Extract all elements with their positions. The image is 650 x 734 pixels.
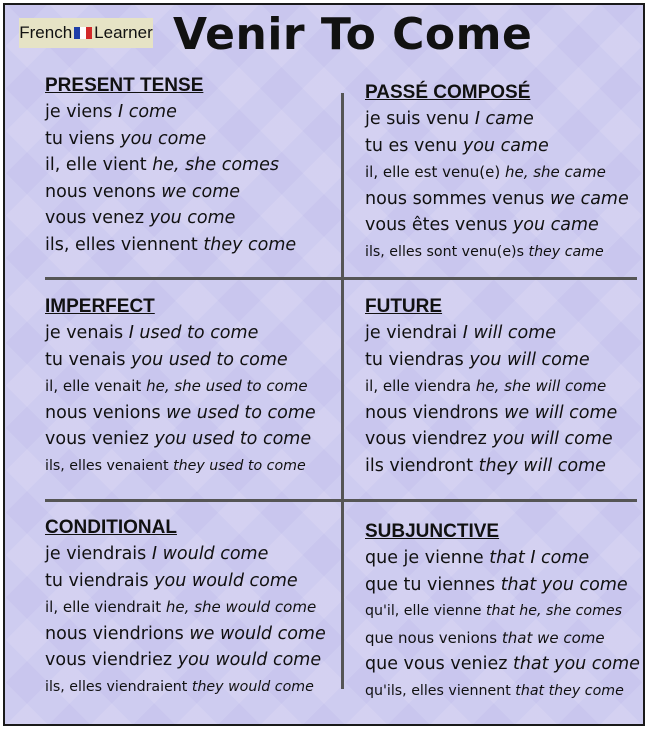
conjugation-row	[365, 453, 617, 480]
english-translation: they used to come	[173, 457, 306, 474]
french-form: nous venons	[45, 181, 156, 202]
english-translation: you came	[512, 215, 599, 236]
english-translation: you will come	[469, 349, 590, 370]
conjugation-row	[365, 426, 617, 453]
english-translation: that you come	[512, 654, 640, 675]
conjugation-row	[365, 106, 629, 133]
french-form: nous venions	[45, 402, 161, 423]
french-flag-icon	[74, 27, 92, 39]
french-form: nous viendrons	[365, 402, 499, 423]
conjugation-row	[45, 99, 296, 126]
conjugation-row	[45, 347, 316, 374]
french-form: je viendrai	[365, 323, 458, 343]
conjugation-row	[45, 400, 316, 427]
english-translation: we would come	[189, 623, 326, 644]
conjugation-row	[365, 400, 617, 427]
french-form: vous viendrez	[365, 429, 487, 450]
english-translation: that I come	[489, 548, 590, 568]
english-translation: we came	[549, 188, 629, 209]
conjugation-row	[45, 179, 296, 206]
french-form: que je vienne	[365, 548, 484, 568]
english-translation: he, she used to come	[146, 377, 308, 396]
english-translation: he, she will come	[475, 377, 607, 396]
english-translation: I come	[117, 102, 177, 122]
french-form: tu viendrais	[45, 570, 149, 591]
french-form: il, elle vient	[45, 155, 147, 176]
section-heading: PASSÉ COMPOSÉ	[365, 82, 531, 103]
conjugation-row	[365, 347, 617, 374]
english-translation: you come	[149, 208, 236, 229]
conjugation-row	[45, 594, 326, 621]
french-form: il, elle viendra	[365, 377, 472, 396]
horizontal-divider-1	[45, 277, 637, 280]
french-form: tu es venu	[365, 135, 458, 156]
english-translation: you came	[462, 135, 549, 156]
section-heading: FUTURE	[365, 296, 443, 317]
english-translation: I will come	[462, 323, 557, 343]
conjugation-row	[45, 541, 326, 568]
french-form: vous veniez	[45, 429, 149, 450]
conjugation-row	[45, 320, 316, 347]
english-translation: he, she came	[504, 163, 606, 182]
english-translation: you come	[120, 128, 207, 149]
english-translation: I used to come	[128, 323, 259, 343]
conjugation-row	[365, 159, 629, 186]
english-translation: you used to come	[154, 429, 312, 450]
french-form: que vous veniez	[365, 654, 508, 675]
conjugation-row	[365, 545, 640, 572]
english-translation: I came	[474, 109, 534, 129]
conjugation-row	[45, 373, 316, 400]
french-form: ils, elles sont venu(e)s	[365, 243, 524, 260]
logo-text-right: Learner	[94, 23, 153, 42]
french-form: ils, elles viennent	[45, 234, 198, 255]
section-heading: IMPERFECT	[45, 296, 155, 317]
conjugation-row	[45, 205, 296, 232]
english-translation: that he, she comes	[485, 603, 623, 620]
vertical-divider	[341, 93, 344, 689]
conjugation-row	[365, 598, 640, 625]
english-translation: that they come	[515, 682, 624, 699]
french-form: qu'il, elle vienne	[365, 603, 482, 620]
horizontal-divider-2	[45, 499, 637, 502]
english-translation: we will come	[504, 402, 618, 423]
french-form: ils viendront	[365, 455, 474, 476]
conjugation-row	[45, 568, 326, 595]
section-heading: CONDITIONAL	[45, 517, 177, 538]
section-heading: PRESENT TENSE	[45, 75, 204, 96]
conjugation-card	[3, 3, 645, 726]
conjugation-row	[365, 133, 629, 160]
english-translation: that we come	[501, 628, 605, 647]
english-translation: we come	[161, 181, 241, 202]
french-form: il, elle venait	[45, 377, 142, 396]
section-passe-compose	[365, 82, 629, 266]
french-form: tu viens	[45, 128, 115, 149]
english-translation: we used to come	[166, 402, 316, 423]
english-translation: that you come	[500, 574, 628, 595]
conjugation-row	[45, 126, 296, 153]
section-imperfect	[45, 296, 316, 480]
conjugation-row	[365, 678, 640, 705]
french-form: je viendrais	[45, 544, 147, 564]
conjugation-row	[365, 625, 640, 652]
conjugation-row	[365, 651, 640, 678]
english-translation: you used to come	[131, 349, 288, 370]
english-translation: you will come	[492, 429, 613, 450]
conjugation-row	[45, 621, 326, 648]
french-form: il, elle viendrait	[45, 598, 162, 617]
french-form: qu'ils, elles viennent	[365, 682, 511, 699]
logo-text-left: French	[19, 23, 73, 42]
english-translation: you would come	[154, 570, 298, 591]
section-subjunctive	[365, 521, 640, 705]
french-form: je venais	[45, 323, 124, 343]
conjugation-row	[365, 239, 629, 266]
french-form: il, elle est venu(e)	[365, 163, 501, 182]
conjugation-row	[45, 426, 316, 453]
frenchlearner-logo[interactable]	[19, 18, 153, 48]
french-form: vous viendriez	[45, 650, 173, 671]
conjugation-row	[365, 186, 629, 213]
french-form: que nous venions	[365, 628, 498, 647]
english-translation: they will come	[478, 455, 606, 476]
french-form: tu viendras	[365, 349, 464, 370]
conjugation-row	[45, 152, 296, 179]
french-form: je viens	[45, 102, 113, 122]
english-translation: they come	[203, 234, 297, 255]
english-translation: they would come	[191, 678, 314, 695]
section-future	[365, 296, 617, 480]
conjugation-row	[45, 232, 296, 259]
page-title: Venir To Come	[173, 9, 533, 60]
french-form: nous sommes venus	[365, 188, 545, 209]
english-translation: I would come	[151, 544, 269, 564]
section-present	[45, 75, 296, 259]
section-conditional	[45, 517, 326, 701]
french-form: ils, elles venaient	[45, 457, 169, 474]
english-translation: he, she comes	[152, 155, 279, 176]
conjugation-row	[365, 320, 617, 347]
english-translation: you would come	[177, 650, 322, 671]
conjugation-row	[45, 453, 316, 480]
french-form: tu venais	[45, 349, 126, 370]
section-heading: SUBJUNCTIVE	[365, 521, 500, 542]
conjugation-row	[45, 647, 326, 674]
conjugation-row	[365, 373, 617, 400]
english-translation: they came	[528, 243, 604, 260]
conjugation-row	[365, 572, 640, 599]
french-form: je suis venu	[365, 109, 470, 129]
conjugation-row	[45, 674, 326, 701]
conjugation-row	[365, 212, 629, 239]
english-translation: he, she would come	[165, 598, 317, 617]
french-form: nous viendrions	[45, 623, 184, 644]
french-form: ils, elles viendraient	[45, 678, 188, 695]
french-form: vous venez	[45, 208, 145, 229]
french-form: vous êtes venus	[365, 215, 508, 236]
french-form: que tu viennes	[365, 574, 496, 595]
